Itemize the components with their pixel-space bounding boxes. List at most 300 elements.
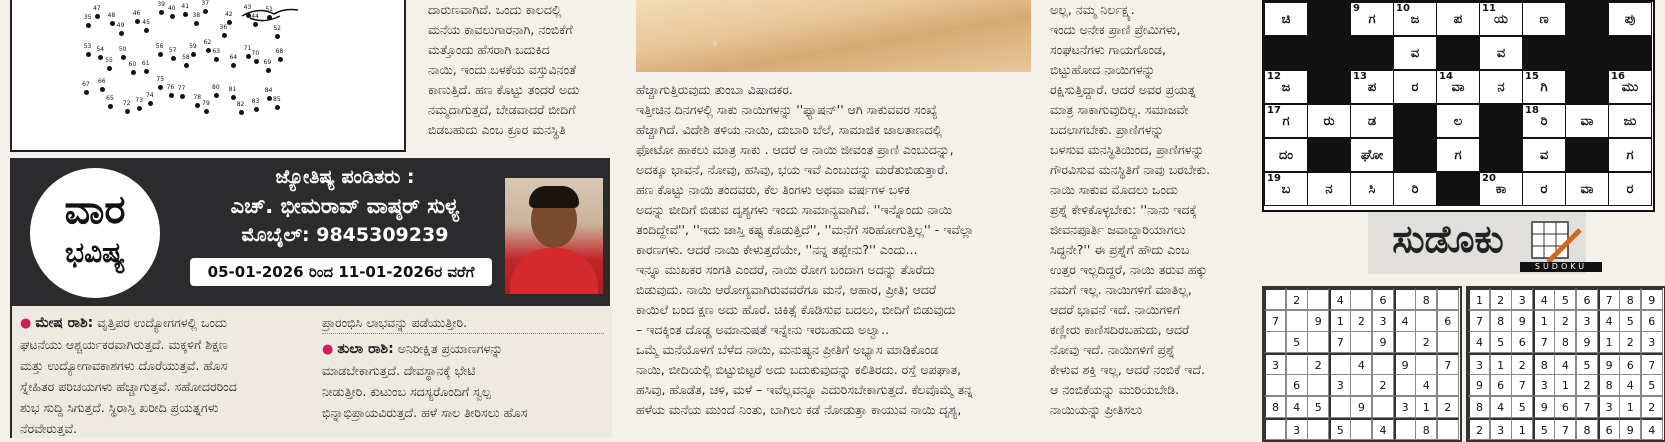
- sudoku-cell: 9: [1511, 310, 1533, 332]
- sudoku-cell: 7: [1437, 353, 1459, 375]
- sudoku-cell: 6: [1641, 310, 1663, 332]
- crossword-cell: [1350, 2, 1394, 36]
- text-line: ಅದಕ್ಕೂ ಭಾವನೆ, ನೋವು, ಹಸಿವು, ಭಯ ಇವೆ ಎಂಬುದನ್ನು ಮರೆತುಬಿಡುತ್ತಾರೆ.: [636, 162, 949, 177]
- crossword-letter: ಮು: [1621, 80, 1639, 95]
- puzzle-dot-number: 38: [192, 11, 201, 19]
- crossword-cell: [1436, 2, 1480, 36]
- sudoku-cell: 9: [1307, 310, 1329, 332]
- sudoku-cell: 1: [1490, 353, 1512, 375]
- text-line: ನೆರವೇರುತ್ತವೆ.: [20, 421, 77, 436]
- puzzle-dot: [203, 9, 208, 14]
- sudoku-cell: 2: [1576, 374, 1598, 396]
- crossword-clue-number: 15: [1525, 71, 1539, 82]
- text-line: ನಮಗೆ ಇಲ್ಲ. ನಾಯಿಗಳಿಗೆ ಮಾತಿಲ್ಲ,: [1050, 282, 1192, 297]
- puzzle-dot: [267, 96, 272, 101]
- text-line: ಹಸಿವು, ಹೊಡೆತ, ಚಳಿ, ಮಳೆ – ಇವೆಲ್ಲವನ್ನೂ ಎದುರಿಸಬೇಕಾಗುತ್ತದೆ. ಕೆಲವೊಮ್ಮೆ ತನ್ನ: [636, 382, 973, 397]
- sudoku-cell: 1: [1511, 418, 1533, 440]
- crossword-cell: [1522, 2, 1566, 36]
- sudoku-cell: 6: [1490, 374, 1512, 396]
- sudoku-cell: 6: [1598, 418, 1620, 440]
- crossword-clue-number: 16: [1611, 71, 1625, 82]
- crossword-cell: [1608, 70, 1652, 104]
- puzzle-dot: [86, 52, 91, 57]
- puzzle-dot-number: 84: [264, 87, 273, 95]
- puzzle-dot-number: 73: [135, 97, 144, 105]
- sudoku-cell: [1350, 374, 1372, 396]
- puzzle-dot-number: 40: [167, 5, 176, 13]
- crossword-letter: ಗ: [1454, 148, 1462, 163]
- puzzle-dot-number: 63: [212, 47, 221, 55]
- sudoku-cell: 6: [1286, 374, 1308, 396]
- sudoku-cell: [1415, 310, 1437, 332]
- sudoku-cell: 3: [1641, 331, 1663, 353]
- sudoku-cell: 7: [1576, 396, 1598, 418]
- crossword-clue-number: 9: [1353, 3, 1360, 14]
- text-line: ನಮ್ಮದಾಗುತ್ತದೆ, ಬೇಡವಾದರೆ ಬೀದಿಗೆ: [428, 102, 576, 117]
- text-line: ಆ ನಂಬಿಕೆಯನ್ನು ಮುರಿಯಬೇಡಿ.: [1050, 382, 1180, 397]
- sudoku-puzzle-grid: [1262, 286, 1462, 442]
- puzzle-dot-number: 67: [82, 81, 90, 89]
- sudoku-cell: 1: [1554, 374, 1576, 396]
- crossword-cell: [1393, 172, 1437, 206]
- crossword-letter: ಲ: [1453, 114, 1463, 129]
- crossword-black-cell: [1393, 104, 1437, 138]
- article-column-4: [1050, 0, 1238, 438]
- text-line: ಹೆಚ್ಚಾಗಿದೆ. ವಿದೇಶಿ ತಳಿಯ ನಾಯಿ, ದುಬಾರಿ ಬೆಲೆ, ಸಾಮಾಜಿಕ ಜಾಲತಾಣದಲ್ಲಿ: [636, 122, 943, 137]
- crossword-letter: ಡ: [1367, 114, 1377, 129]
- puzzle-dot: [266, 68, 271, 73]
- sudoku-cell: [1264, 288, 1286, 310]
- crossword-cell: [1522, 138, 1566, 172]
- puzzle-dot-number: 61: [141, 59, 150, 67]
- puzzle-dot-number: 37: [201, 0, 210, 8]
- puzzle-dot-number: 62: [203, 39, 212, 47]
- text-line: ಮಾಡಬೇಕಾಗುತ್ತದೆ. ದೇವಸ್ಥಾನಕ್ಕೆ ಭೇಟಿ: [322, 363, 476, 378]
- sudoku-cell: 1: [1598, 331, 1620, 353]
- crossword-letter: ಯ: [1494, 12, 1508, 27]
- sudoku-cell: [1437, 288, 1459, 310]
- crossword-cell: [1264, 172, 1308, 206]
- article-photo: [636, 0, 1031, 72]
- text-line: ಬಿಡಬಹುದು ಎಂಬ ಕ್ರೂರ ಮನಸ್ಥಿತಿ: [428, 122, 566, 137]
- puzzle-dot-number: 59: [189, 42, 197, 50]
- puzzle-dot: [121, 55, 126, 60]
- crossword-letter: ರ: [1626, 182, 1634, 197]
- crossword-cell: [1393, 70, 1437, 104]
- text-line: ಬಿಡುವುದು. ನಾಯಿ ಆರೋಗ್ಯವಾಗಿರುವವರೆಗೂ ಮನೆ, ಆಹಾರ, ಪ್ರೀತಿ; ಆದರೆ: [636, 282, 937, 297]
- sudoku-cell: 4: [1415, 374, 1437, 396]
- text-line: ಕೇಳುವ ಶಕ್ತಿ ಇಲ್ಲ, ಆದರೆ ನಂಬಿಕೆ ಇದೆ.: [1050, 362, 1205, 377]
- text-line: ಕಾಣುತ್ತಿದೆ. ಹಣ ಕೊಟ್ಟು ತಂದರೆ ಅದು: [428, 82, 580, 97]
- text-line: ಬಳಸುವ ಮನಸ್ಥಿತಿಯಿಂದ, ಪ್ರಾಣಿಗಳನ್ನು: [1050, 142, 1205, 157]
- sudoku-cell: 7: [1641, 353, 1663, 375]
- sudoku-cell: [1394, 374, 1416, 396]
- puzzle-dot-number: 60: [128, 61, 137, 69]
- puzzle-dot-number: 48: [107, 12, 116, 20]
- sudoku-cell: 8: [1554, 331, 1576, 353]
- puzzle-dot: [246, 54, 251, 59]
- tula-block: [322, 312, 604, 423]
- puzzle-dot-number: 52: [273, 24, 281, 32]
- text-line: ಕಣ್ಣೀರು ಕಾಣಿಸದಿರಬಹುದು, ಆದರೆ: [1050, 322, 1190, 337]
- puzzle-dot-number: 76: [166, 84, 175, 92]
- sudoku-cell: 3: [1598, 396, 1620, 418]
- sudoku-cell: [1437, 331, 1459, 353]
- text-line: ಇತ್ತೀಚಿನ ದಿನಗಳಲ್ಲಿ ಸಾಕು ನಾಯಿಗಳನ್ನು ''ಫ್ಯಾಷನ್'' ಆಗಿ ಸಾಕುವವರ ಸಂಖ್ಯೆ: [636, 102, 938, 117]
- puzzle-dot-number: 56: [155, 43, 164, 51]
- crossword-cell: [1436, 70, 1480, 104]
- puzzle-dot: [84, 90, 89, 95]
- text-line: ಅದನ್ನು ಬೀದಿಗೆ ಬಿಡುವ ದೃಶ್ಯಗಳು ಇಂದು ಸಾಮಾನ್ಯವಾಗಿವೆ. ''ಇನ್ನೊಂದು ನಾಯಿ: [636, 202, 953, 217]
- sudoku-cell: 3: [1329, 374, 1351, 396]
- sudoku-cell: 9: [1641, 288, 1663, 310]
- crossword-black-cell: [1479, 138, 1523, 172]
- puzzle-dot-number: 74: [145, 91, 154, 99]
- puzzle-dot: [86, 23, 91, 28]
- crossword-letter: ರಿ: [1540, 114, 1548, 129]
- crossword-cell: [1522, 104, 1566, 138]
- crossword-clue-number: 11: [1482, 3, 1496, 14]
- puzzle-dot: [98, 55, 103, 60]
- mesha-text-line: ವೃತ್ತಿಪರ ಉದ್ಯೋಗಗಳಲ್ಲಿ ಒಂದು: [97, 315, 227, 330]
- puzzle-dot-number: 57: [168, 47, 177, 55]
- crossword-cell: [1608, 172, 1652, 206]
- sudoku-cell: 9: [1576, 331, 1598, 353]
- sudoku-cell: [1372, 396, 1394, 418]
- crossword-grid: [1262, 0, 1655, 212]
- sudoku-cell: 8: [1415, 418, 1437, 440]
- crossword-letter: ನ: [1497, 80, 1505, 95]
- sudoku-cell: 5: [1490, 331, 1512, 353]
- sudoku-cell: 1: [1329, 310, 1351, 332]
- sudoku-cell: 5: [1286, 331, 1308, 353]
- sudoku-cell: 2: [1554, 310, 1576, 332]
- logo-line-1: ವಾರ: [64, 186, 126, 233]
- sudoku-cell: 7: [1533, 331, 1555, 353]
- crossword-black-cell: [1264, 36, 1308, 70]
- sudoku-cell: 5: [1576, 353, 1598, 375]
- puzzle-dot: [275, 105, 280, 110]
- crossword-clue-number: 18: [1525, 105, 1539, 116]
- sudoku-cell: 7: [1554, 418, 1576, 440]
- sudoku-cell: 1: [1619, 396, 1641, 418]
- sudoku-cell: [1437, 418, 1459, 440]
- sudoku-cell: [1350, 331, 1372, 353]
- crossword-letter: ರ: [1540, 182, 1548, 197]
- puzzle-dot-number: 70: [251, 49, 260, 57]
- sudoku-cell: 2: [1619, 331, 1641, 353]
- sudoku-cell: 2: [1490, 288, 1512, 310]
- puzzle-dot: [148, 101, 153, 106]
- puzzle-dot-number: 53: [83, 43, 92, 51]
- sudoku-cell: 6: [1554, 396, 1576, 418]
- sudoku-cell: 2: [1372, 374, 1394, 396]
- puzzle-dot-number: 54: [96, 45, 105, 53]
- sudoku-cell: 5: [1511, 396, 1533, 418]
- pencil-grid-icon: [1528, 216, 1584, 268]
- puzzle-dot: [214, 93, 219, 98]
- text-line: – ಇದಕ್ಕಿಂತ ದೊಡ್ಡ ಅಮಾನುಷತೆ ಇನ್ನೇನು ಇರಬಹುದು ಅಲ್ವಾ..: [636, 322, 890, 337]
- crossword-letter: ಪ: [1367, 80, 1377, 95]
- sudoku-cell: 4: [1350, 353, 1372, 375]
- tula-sign: ತುಲಾ ರಾಶಿ:: [337, 341, 394, 357]
- sudoku-cell: 1: [1533, 310, 1555, 332]
- crossword-cell: [1264, 2, 1308, 36]
- puzzle-dot-number: 55: [105, 57, 113, 65]
- crossword-black-cell: [1350, 36, 1394, 70]
- sudoku-tag: SUDOKU: [1520, 262, 1602, 272]
- puzzle-dot: [239, 110, 244, 115]
- text-line: ಮತ್ತೊಂದು ಹೆಸರಾಗಿ ಬದುಕಿದ: [428, 42, 550, 57]
- sudoku-cell: [1394, 331, 1416, 353]
- puzzle-dot: [171, 56, 176, 61]
- sudoku-cell: 3: [1511, 288, 1533, 310]
- puzzle-dot-number: 43: [243, 3, 252, 11]
- puzzle-dot: [227, 20, 232, 25]
- crossword-clue-number: 12: [1267, 71, 1281, 82]
- sudoku-cell: 4: [1394, 310, 1416, 332]
- sudoku-cell: 4: [1641, 418, 1663, 440]
- puzzle-dot-number: 41: [181, 3, 190, 11]
- crossword-black-cell: [1436, 36, 1480, 70]
- sudoku-cell: 2: [1307, 353, 1329, 375]
- text-line: ಒಮ್ಮೆ ಮನೆಯೊಳಗೆ ಬೆಳೆದ ನಾಯಿ, ಮನುಷ್ಯನ ಪ್ರೀತಿಗೆ ಅಭ್ಯಾಸ ಮಾಡಿಕೊಂಡ: [636, 342, 939, 357]
- sudoku-cell: 8: [1264, 396, 1286, 418]
- tula-text-line: ಅನಿರೀಕ್ಷಿತ ಪ್ರಯಾಣಗಳನ್ನು: [397, 341, 503, 356]
- sudoku-cell: 5: [1533, 418, 1555, 440]
- text-line: ರಕ್ಷಿಸುತ್ತಿದ್ದಾರೆ. ಆದರೆ ಅವರ ಪ್ರಯತ್ನ: [1050, 82, 1196, 97]
- puzzle-dot: [170, 14, 175, 19]
- puzzle-dot: [222, 33, 227, 38]
- crossword-cell: [1350, 138, 1394, 172]
- crossword-letter: ವಾ: [1580, 114, 1594, 129]
- puzzle-dot: [231, 63, 236, 68]
- text-line: ಬದಲಾಗಬೇಕು. ಪ್ರಾಣಿಗಳನ್ನು: [1050, 122, 1164, 137]
- crossword-letter: ವಾ: [1580, 182, 1594, 197]
- crossword-black-cell: [1307, 138, 1351, 172]
- sudoku-cell: 9: [1372, 331, 1394, 353]
- puzzle-dot: [107, 66, 112, 71]
- sudoku-cell: 2: [1511, 353, 1533, 375]
- sudoku-cell: [1264, 374, 1286, 396]
- crossword-black-cell: [1393, 138, 1437, 172]
- sudoku-cell: [1307, 288, 1329, 310]
- sudoku-cell: [1307, 418, 1329, 440]
- sudoku-cell: 1: [1415, 396, 1437, 418]
- sudoku-cell: 7: [1264, 310, 1286, 332]
- puzzle-dot-number: 50: [118, 46, 127, 54]
- puzzle-dot-number: 64: [229, 53, 238, 61]
- puzzle-dot-number: 49: [116, 21, 125, 29]
- puzzle-dot: [195, 103, 200, 108]
- text-line: ಇನ್ನೂ ಮುಖಕರ ಸಂಗತಿ ಎಂದರೆ, ನಾಯಿ ರೋಗ ಬಂದಾಗ ಅದನ್ನು ತೊರೆದು: [636, 262, 935, 277]
- crossword-letter: ವ: [1410, 46, 1420, 61]
- text-line: ಹಣ ಕೊಟ್ಟು ನಾಯಿ ತಂದವರು, ಕೆಲ ತಿಂಗಳು ಅಥವಾ ವರ್ಷಗಳ ಬಳಿಕ: [636, 182, 910, 197]
- crossword-cell: [1393, 36, 1437, 70]
- crossword-letter: ಗ: [1368, 12, 1376, 27]
- crossword-letter: ವ: [1496, 46, 1506, 61]
- puzzle-dot-number: 72: [122, 100, 131, 108]
- sudoku-cell: 4: [1554, 353, 1576, 375]
- article-column-1: [428, 0, 613, 140]
- puzzle-dot: [194, 21, 199, 26]
- puzzle-dot: [159, 10, 164, 15]
- sudoku-cell: [1329, 396, 1351, 418]
- sudoku-cell: 4: [1329, 288, 1351, 310]
- puzzle-dot-number: 66: [97, 78, 106, 86]
- sudoku-cell: 5: [1619, 310, 1641, 332]
- sudoku-cell: 6: [1372, 288, 1394, 310]
- crossword-cell: [1565, 104, 1609, 138]
- puzzle-dot-number: 58: [182, 53, 190, 61]
- sudoku-cell: 7: [1598, 288, 1620, 310]
- crossword-letter: ಕಾ: [1495, 182, 1507, 197]
- text-line: ಇಂದು ಅನೇಕ ಪ್ರಾಣಿ ಪ್ರೇಮಿಗಳು,: [1050, 22, 1181, 37]
- puzzle-dot-number: 83: [251, 97, 260, 105]
- text-line: ಸಿದ್ಧನೇ?'' ಈ ಪ್ರಶ್ನೆಗೆ ಹೌದು ಎಂಬ: [1050, 242, 1190, 257]
- text-line: ದಾರುಣವಾಗಿದೆ. ಒಂದು ಕಾಲದಲ್ಲಿ: [428, 2, 562, 17]
- sudoku-cell: 3: [1286, 418, 1308, 440]
- crossword-clue-number: 19: [1267, 173, 1281, 184]
- sudoku-cell: 8: [1598, 374, 1620, 396]
- crossword-cell: [1522, 172, 1566, 206]
- crossword-black-cell: [1565, 36, 1609, 70]
- sudoku-cell: 8: [1468, 396, 1490, 418]
- crossword-clue-number: 14: [1439, 71, 1453, 82]
- text-line: ಹಳೆಯ ಮನೆಯ ಮುಂದೆ ನಿಂತು, ಬಾಗಿಲು ಕಡೆ ನೋಡುತ್ತಾ ಕಾಯುವ ನಾಯಿ ದೃಶ್ಯ,: [636, 402, 962, 417]
- sudoku-cell: [1394, 288, 1416, 310]
- text-line: ಸ್ನೇಹಿತರ ಪರಿಚಯಗಳು ಹೆಚ್ಚಾಗುತ್ತವೆ. ಸಹೋದರರಿಂದ: [20, 379, 237, 394]
- crossword-clue-number: 10: [1396, 3, 1410, 14]
- puzzle-dot-number: 45: [142, 19, 150, 27]
- horoscope-date-range: 05-01-2026 ರಿಂದ 11-01-2026ರ ವರೆಗೆ: [190, 258, 492, 286]
- crossword-letter: ವಾ: [1451, 80, 1465, 95]
- text-line: ಹೆಚ್ಚಾಗುತ್ತಿರುವುದು ತುಂಬಾ ವಿಷಾದಕರ.: [636, 82, 793, 97]
- mesha-sign: ಮೇಷ ರಾಶಿ:: [35, 315, 94, 331]
- text-line: ಜೀವನಪೂರ್ತಿ ಜವಾಬ್ದಾರಿಯಾಗಲು: [1050, 222, 1186, 237]
- crossword-black-cell: [1565, 138, 1609, 172]
- prev-sign-tail: ಪ್ರಾರಂಭಿಸಿ ಲಾಭವನ್ನು ಪಡೆಯುತ್ತೀರಿ.: [322, 312, 604, 334]
- crossword-cell: [1522, 70, 1566, 104]
- sudoku-cell: 7: [1511, 374, 1533, 396]
- puzzle-dot: [119, 31, 124, 36]
- puzzle-dot: [137, 106, 142, 111]
- puzzle-dot-number: 42: [224, 10, 233, 18]
- text-line: ಮನೆಯ ಕಾವಲುಗಾರನಾಗಿ, ನಂಬಿಕೆಗೆ: [428, 22, 573, 37]
- sudoku-cell: 6: [1437, 310, 1459, 332]
- puzzle-dot: [254, 107, 259, 112]
- text-line: ಫೋಟೋ ಹಾಕಲು ಮಾತ್ರ ಸಾಕು . ಆದರೆ ಆ ನಾಯಿ ಜೀವಂತ ಪ್ರಾಣಿ ಎಂಬುದನ್ನು,: [636, 142, 954, 157]
- bird-sketch-icon: [240, 4, 300, 28]
- crossword-letter: ಘೋ: [1360, 148, 1384, 163]
- sudoku-cell: 3: [1576, 310, 1598, 332]
- crossword-letter: ಗ: [1626, 148, 1634, 163]
- puzzle-dot: [278, 57, 283, 62]
- puzzle-dot-number: 78: [193, 94, 202, 102]
- puzzle-dot: [131, 70, 136, 75]
- puzzle-dot-number: 82: [236, 100, 245, 108]
- crossword-letter: ಪ: [1453, 12, 1463, 27]
- crossword-black-cell: [1565, 70, 1609, 104]
- crossword-cell: [1565, 172, 1609, 206]
- crossword-letter: ಜ: [1410, 12, 1420, 27]
- puzzle-dot-number: 36: [219, 24, 228, 32]
- logo-line-2: ಭವಿಷ್ಯ: [64, 236, 126, 269]
- sudoku-cell: [1350, 288, 1372, 310]
- text-line: ಸಂಘಟನೆಗಳು ಗಾಯಗೊಂಡ,: [1050, 42, 1166, 57]
- puzzle-dot-number: 85: [273, 95, 281, 103]
- puzzle-dot: [95, 14, 100, 19]
- text-line: ನಾಯಿಯನ್ನು ಪ್ರೀತಿಸಲು: [1050, 402, 1143, 417]
- crossword-clue-number: 20: [1482, 173, 1496, 184]
- crossword-cell: [1307, 104, 1351, 138]
- puzzle-dot: [231, 95, 236, 100]
- puzzle-dot-number: 69: [263, 58, 272, 66]
- crossword-cell: [1436, 104, 1480, 138]
- crossword-letter: ರಿ: [1411, 182, 1419, 197]
- crossword-cell: [1479, 172, 1523, 206]
- crossword-black-cell: [1307, 36, 1351, 70]
- sudoku-cell: 4: [1533, 288, 1555, 310]
- crossword-clue-number: 13: [1353, 71, 1367, 82]
- sudoku-cell: 2: [1286, 288, 1308, 310]
- puzzle-dot: [183, 12, 188, 17]
- sudoku-cell: 6: [1576, 288, 1598, 310]
- puzzle-dot: [254, 59, 259, 64]
- puzzle-dot-number: 46: [132, 9, 141, 17]
- puzzle-dot-number: 80: [212, 84, 220, 92]
- sudoku-title: ಸುಡೊಕು: [1392, 216, 1504, 261]
- sudoku-cell: 4: [1468, 331, 1490, 353]
- text-line: ತಂದಿದ್ದೇವೆ'', ''ಇದು ಜಾಸ್ತಿ ಕಷ್ಟ ಕೊಡುತ್ತಿದೆ'', ''ಮನೆಗೆ ಸರಿಹೋಗುತ್ತಿಲ್ಲ'' - ಇವೆಲ್ಲಾ: [636, 222, 974, 237]
- sudoku-cell: 3: [1533, 374, 1555, 396]
- puzzle-dot-number: 77: [177, 85, 186, 93]
- astrologer-photo: [505, 178, 603, 294]
- text-line: ಬಿಟ್ಟುಹೋದ ನಾಯಿಗಳನ್ನು: [1050, 62, 1156, 77]
- sudoku-cell: [1394, 418, 1416, 440]
- text-line: ಕಾಯಿಲೆ ಬಂದ ಕ್ಷಣ ಅದು ಹೊರೆ. ಚಿಕಿತ್ಸೆ ಕೊಡಿಸುವ ಬದಲು, ಬೀದಿಗೆ ಬಿಡುವುದು: [636, 302, 956, 317]
- sudoku-cell: 3: [1372, 310, 1394, 332]
- crossword-black-cell: [1436, 172, 1480, 206]
- sudoku-cell: 3: [1468, 353, 1490, 375]
- text-line: ನಾಯಿ, ಇಂದು ಬಳಕೆಯ ವಸ್ತುವಿನಂತೆ: [428, 62, 577, 77]
- sudoku-cell: 8: [1576, 418, 1598, 440]
- sudoku-cell: 8: [1533, 353, 1555, 375]
- sudoku-cell: 9: [1533, 396, 1555, 418]
- puzzle-dot-number: 79: [202, 99, 210, 107]
- astrologer-name: ಎಚ್. ಭೀಮರಾವ್ ವಾಷ್ಠರ್ ಸುಳ್ಯ: [230, 194, 460, 218]
- mesha-text: [20, 334, 302, 439]
- crossword-cell: [1608, 104, 1652, 138]
- crossword-letter: ವ: [1539, 148, 1549, 163]
- sudoku-cell: 2: [1437, 396, 1459, 418]
- crossword-letter: ಗಿ: [1540, 80, 1548, 95]
- crossword-cell: [1264, 138, 1308, 172]
- sudoku-cell: 9: [1598, 353, 1620, 375]
- crossword-cell: [1350, 104, 1394, 138]
- crossword-black-cell: [1307, 70, 1351, 104]
- sudoku-cell: [1286, 310, 1308, 332]
- crossword-letter: ಚಿ: [1281, 12, 1291, 27]
- crossword-cell: [1393, 2, 1437, 36]
- sudoku-cell: 4: [1598, 310, 1620, 332]
- sudoku-cell: 2: [1468, 418, 1490, 440]
- crossword-cell: [1608, 138, 1652, 172]
- puzzle-dot: [184, 63, 189, 68]
- astrologer-title: ಜ್ಯೋತಿಷ್ಯ ಪಂಡಿತರು :: [275, 166, 415, 188]
- crossword-cell: [1264, 104, 1308, 138]
- sudoku-cell: 5: [1307, 396, 1329, 418]
